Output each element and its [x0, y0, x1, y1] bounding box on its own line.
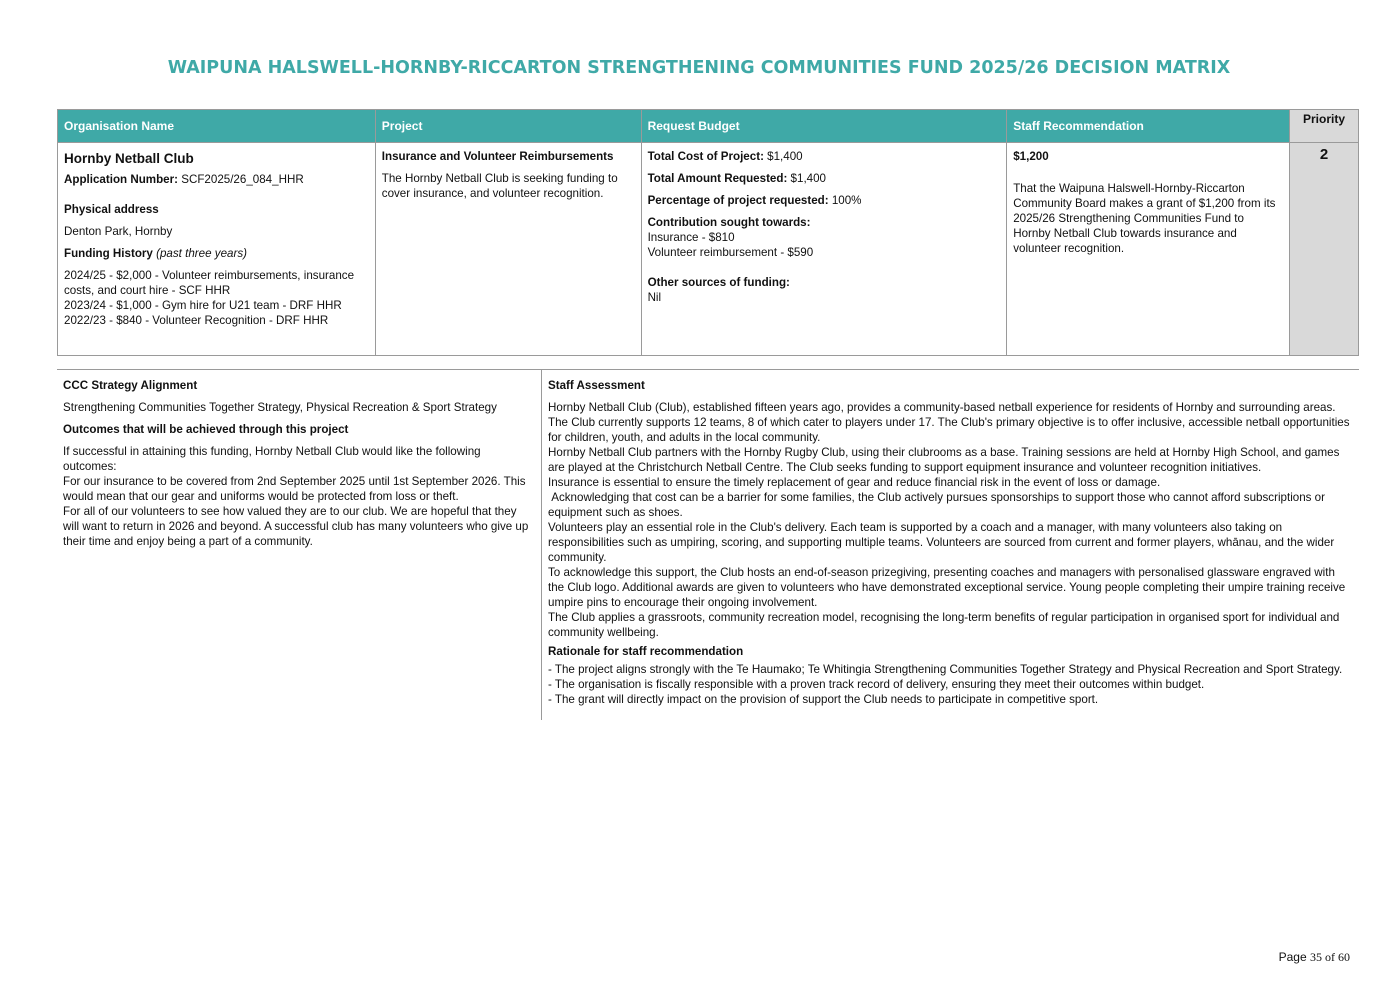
page-label: Page — [1278, 950, 1307, 964]
physical-address-label: Physical address — [64, 203, 159, 216]
assessment-paragraph: The Club applies a grassroots, community recreation model, recognising the long-term benefits of regular participation in organised sport for individual and community wellbeing. — [548, 611, 1340, 639]
outcomes-paragraph: For our insurance to be covered from 2nd September 2025 until 1st September 2026. This would mean that our gear and uniforms would be protected from loss or theft. — [63, 475, 526, 503]
total-cost-value: $1,400 — [763, 150, 803, 163]
recommendation-cell — [1007, 143, 1290, 356]
percentage-value: 100% — [828, 194, 862, 207]
project-title: Insurance and Volunteer Reimbursements — [381, 150, 614, 163]
outcomes-paragraph: For all of our volunteers to see how valued they are to our club. We are hopeful that they will want to return in 2026 and beyond. A successful club has many volunteers who give up their time and enjoy being a part of a community. — [63, 505, 529, 548]
priority-cell — [1289, 143, 1358, 356]
decision-matrix-table — [57, 109, 1359, 356]
table-row — [58, 143, 1359, 356]
assessment-paragraph: Hornby Netball Club partners with the Hornby Rugby Club, using their clubrooms as a base. Training sessions are held at Hornby High School, and games are played at the Christchurch Netball Centre. The Club seeks funding to support equipment insurance and volunteer recognition initiatives. — [548, 446, 1340, 474]
staff-assessment-heading: Staff Assessment — [548, 379, 645, 392]
total-requested-label: Total Amount Requested: — [647, 172, 788, 185]
other-funding-label: Other sources of funding: — [647, 276, 790, 289]
total-requested — [648, 171, 1001, 186]
page-title: WAIPUNA HALSWELL-HORNBY-RICCARTON STRENGTHENING COMMUNITIES FUND 2025/26 DECISION MATRIX — [167, 58, 1231, 78]
percentage-requested — [648, 193, 1001, 208]
rationale-item: - The project aligns strongly with the Te Haumako; Te Whitingia Strengthening Communities Together Strategy and Physical Recreation and Sport Strategy. — [548, 663, 1343, 676]
assessment-paragraph: Acknowledging that cost can be a barrier for some families, the Club actively pursues sponsorships to support those who cannot afford subscriptions or equipment such as shoes. — [548, 491, 1329, 519]
contribution-item: Volunteer reimbursement - $590 — [647, 246, 814, 259]
application-number — [64, 172, 369, 187]
assessment-paragraph: To acknowledge this support, the Club hosts an end-of-season prizegiving, presenting coaches and managers with personalised glassware engraved with the Club logo. Additional awards are given to volunteers who have demonstrated exceptional service. Young people completing their umpire training receive umpire pins to encourage their ongoing involvement. — [548, 566, 1346, 609]
recommendation-text: That the Waipuna Halswell-Hornby-Riccarton Community Board makes a grant of $1,200 from its 2025/26 Strengthening Communities Fund to Hornby Netball Club towards insurance and volunteer recognition. — [1013, 182, 1276, 255]
application-number-value: SCF2025/26_084_HHR — [178, 173, 304, 186]
outcomes-heading: Outcomes that will be achieved through this project — [63, 423, 349, 436]
strategy-alignment-column — [63, 378, 531, 549]
application-number-label: Application Number: — [64, 173, 179, 186]
priority-value: 2 — [1319, 146, 1329, 163]
header-priority: Priority — [1289, 110, 1358, 143]
funding-history-note: (past three years) — [156, 247, 247, 260]
funding-history-label: Funding History — [64, 247, 153, 260]
project-cell — [375, 143, 641, 356]
contribution-label: Contribution sought towards: — [647, 216, 811, 229]
physical-address: Denton Park, Hornby — [64, 225, 173, 238]
funding-history-item: 2023/24 - $1,000 - Gym hire for U21 team - DRF HHR — [64, 299, 342, 312]
funding-history-item: 2022/23 - $840 - Volunteer Recognition - DRF HHR — [64, 314, 329, 327]
rationale-heading: Rationale for staff recommendation — [548, 645, 744, 658]
outcomes-paragraph: If successful in attaining this funding, Hornby Netball Club would like the following outcomes: — [63, 445, 481, 473]
header-request-budget: Request Budget — [641, 110, 1007, 143]
page-number — [1279, 950, 1350, 965]
percentage-label: Percentage of project requested: — [647, 194, 829, 207]
assessment-paragraph: Hornby Netball Club (Club), established fifteen years ago, provides a community-based netball experience for residents of Hornby and surrounding areas. The Club currently supports 12 teams, 8 of which cater to players under 17. The Club's primary objective is to offer inclusive, accessible netball opportunities for children, youth, and adults in the local community. — [548, 401, 1350, 444]
other-funding-value: Nil — [647, 291, 662, 304]
header-organisation-name: Organisation Name — [58, 110, 376, 143]
total-requested-value: $1,400 — [787, 172, 827, 185]
header-project: Project — [375, 110, 641, 143]
staff-assessment-column — [548, 378, 1353, 707]
funding-history-item: 2024/25 - $2,000 - Volunteer reimbursements, insurance costs, and court hire - SCF HHR — [64, 269, 355, 297]
assessment-paragraph: Volunteers play an essential role in the Club's delivery. Each team is supported by a coach and a manager, with many volunteers also taking on responsibilities such as umpiring, scoring, and supporting multiple teams. Volunteers are sourced from current and former players, whānau, and the wider community. — [548, 521, 1335, 564]
strategy-alignment-heading: CCC Strategy Alignment — [63, 379, 198, 392]
budget-cell — [641, 143, 1007, 356]
table-header-row — [58, 110, 1359, 143]
rationale-item: - The organisation is fiscally responsible with a proven track record of delivery, ensuring they meet their outcomes within budget. — [548, 678, 1205, 691]
organisation-cell — [58, 143, 376, 356]
column-divider — [541, 370, 542, 720]
strategy-alignment-text: Strengthening Communities Together Strategy, Physical Recreation & Sport Strategy — [63, 401, 497, 414]
header-staff-recommendation: Staff Recommendation — [1007, 110, 1290, 143]
funding-history-heading — [64, 246, 369, 261]
assessment-section — [57, 369, 1359, 720]
contribution-item: Insurance - $810 — [647, 231, 735, 244]
page-number-value: 35 of 60 — [1310, 950, 1350, 964]
total-cost-label: Total Cost of Project: — [647, 150, 764, 163]
total-cost — [648, 149, 1001, 164]
project-description: The Hornby Netball Club is seeking funding to cover insurance, and volunteer recognition. — [381, 172, 618, 200]
recommendation-amount: $1,200 — [1013, 150, 1049, 163]
assessment-paragraph: Insurance is essential to ensure the timely replacement of gear and reduce financial risk in the event of loss or damage. — [548, 476, 1161, 489]
organisation-name: Hornby Netball Club — [64, 151, 194, 166]
rationale-item: - The grant will directly impact on the provision of support the Club needs to participate in competitive sport. — [548, 693, 1099, 706]
